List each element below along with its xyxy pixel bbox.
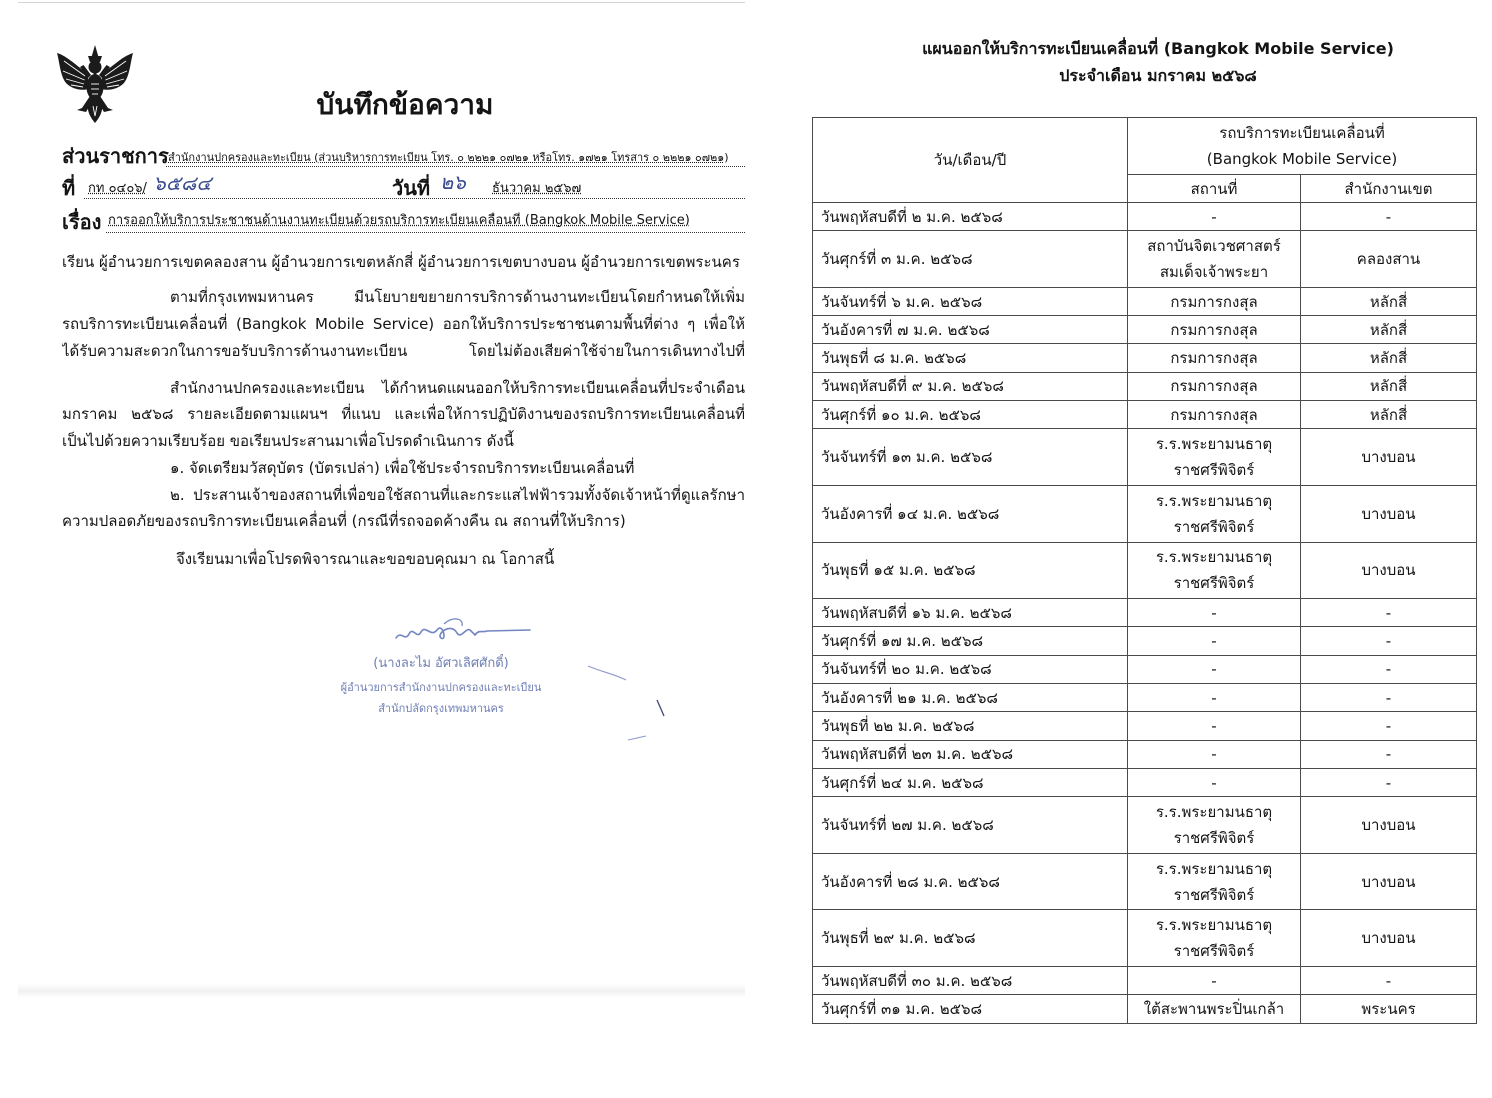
place-line: ร.ร.พระยามนธาตุ	[1155, 916, 1273, 935]
date-cell: วันพฤหัสบดีที่ ๙ ม.ค. ๒๕๖๘	[813, 372, 1128, 400]
table-header	[813, 118, 1477, 203]
memo-title: บันทึกข้อความ	[316, 88, 494, 121]
place-line: -	[1211, 207, 1217, 226]
place-line: กรมการกงสุล	[1170, 292, 1258, 311]
garuda-emblem	[55, 44, 135, 124]
place-cell	[1128, 316, 1301, 344]
place-line: ราชศรีพิจิตร์	[1173, 517, 1255, 536]
place-line: ร.ร.พระยามนธาตุ	[1155, 803, 1273, 822]
date-cell: วันอังคารที่ ๗ ม.ค. ๒๕๖๘	[813, 316, 1128, 344]
date-cell: วันพฤหัสบดีที่ ๑๖ ม.ค. ๒๕๖๘	[813, 599, 1128, 627]
table-row	[813, 797, 1477, 854]
date-cell: วันพฤหัสบดีที่ ๒ ม.ค. ๒๕๖๘	[813, 203, 1128, 231]
date-month-year: ธันวาคม ๒๕๖๗	[492, 181, 582, 196]
date-cell: วันจันทร์ที่ ๑๓ ม.ค. ๒๕๖๘	[813, 429, 1128, 486]
district-cell: บางบอน	[1301, 853, 1477, 910]
date-cell: วันพุธที่ ๑๕ ม.ค. ๒๕๖๘	[813, 542, 1128, 599]
place-line: ร.ร.พระยามนธาตุ	[1155, 435, 1273, 454]
paragraph2-line: เป็นไปด้วยความเรียบร้อย ขอเรียนประสานมาเพื่อโปรดดำเนินการ ดังนี้	[62, 432, 514, 450]
table-body	[813, 203, 1477, 1024]
date-cell: วันพุธที่ ๘ ม.ค. ๒๕๖๘	[813, 344, 1128, 372]
district-cell: -	[1301, 712, 1477, 740]
subject-field	[106, 212, 745, 233]
place-cell	[1128, 910, 1301, 967]
place-line: ราชศรีพิจิตร์	[1173, 829, 1255, 848]
district-cell: -	[1301, 599, 1477, 627]
header-row	[813, 118, 1477, 175]
place-cell	[1128, 712, 1301, 740]
subject-label: เรื่อง	[62, 210, 102, 234]
district-cell: -	[1301, 203, 1477, 231]
place-line: กรมการกงสุล	[1170, 405, 1258, 424]
place-cell	[1128, 287, 1301, 315]
date-cell: วันศุกร์ที่ ๓ ม.ค. ๒๕๖๘	[813, 231, 1128, 288]
place-line: กรมการกงสุล	[1170, 349, 1258, 368]
garuda-emblem-icon	[55, 44, 135, 124]
district-cell: -	[1301, 740, 1477, 768]
district-cell: บางบอน	[1301, 910, 1477, 967]
signature	[392, 610, 542, 654]
place-line: -	[1211, 660, 1217, 679]
date-cell: วันจันทร์ที่ ๖ ม.ค. ๒๕๖๘	[813, 287, 1128, 315]
subject-value: การออกให้บริการประชาชนด้านงานทะเบียนด้วยรถบริการทะเบียนเคลื่อนที่ (Bangkok Mobile Service)	[108, 213, 690, 228]
district-cell: -	[1301, 967, 1477, 995]
page-bottom-edge	[18, 984, 745, 998]
ref-number-handwritten: ๖๕๘๔	[153, 171, 212, 195]
place-line: ร.ร.พระยามนธาตุ	[1155, 491, 1273, 510]
place-line: ใต้สะพานพระปิ่นเกล้า	[1143, 999, 1285, 1018]
table-row	[813, 231, 1477, 288]
district-cell: -	[1301, 768, 1477, 796]
place-cell	[1128, 429, 1301, 486]
agency-field	[166, 148, 745, 167]
district-cell: พระนคร	[1301, 995, 1477, 1023]
place-line: สถาบันจิตเวชศาสตร์	[1147, 237, 1281, 256]
paragraph1-line: รถบริการทะเบียนเคลื่อนที่ (Bangkok Mobile Service) ออกให้บริการประชาชนตามพื้นที่ต่าง ๆ เพื่อให้	[62, 315, 745, 333]
action-item-2-line: ความปลอดภัยของรถบริการทะเบียนเคลื่อนที่ (กรณีที่รถจอดค้างคืน ณ สถานที่ให้บริการ)	[62, 512, 626, 530]
table-row	[813, 627, 1477, 655]
place-cell	[1128, 655, 1301, 683]
place-line: ร.ร.พระยามนธาตุ	[1155, 859, 1273, 878]
place-line: กรมการกงสุล	[1170, 320, 1258, 339]
header-place: สถานที่	[1128, 175, 1301, 203]
schedule-title: แผนออกให้บริการทะเบียนเคลื่อนที่ (Bangkok Mobile Service)	[922, 39, 1394, 58]
date-cell: วันศุกร์ที่ ๓๑ ม.ค. ๒๕๖๘	[813, 995, 1128, 1023]
table-row	[813, 853, 1477, 910]
table-row	[813, 684, 1477, 712]
district-cell: บางบอน	[1301, 485, 1477, 542]
place-cell	[1128, 485, 1301, 542]
date-cell: วันศุกร์ที่ ๑๗ ม.ค. ๒๕๖๘	[813, 627, 1128, 655]
place-line: -	[1211, 603, 1217, 622]
place-line: -	[1211, 773, 1217, 792]
header-service	[1128, 118, 1477, 175]
place-line: -	[1211, 745, 1217, 764]
pen-marks-icon	[580, 650, 680, 750]
place-line: -	[1211, 971, 1217, 990]
date-cell: วันอังคารที่ ๒๘ ม.ค. ๒๕๖๘	[813, 853, 1128, 910]
place-cell	[1128, 627, 1301, 655]
place-cell	[1128, 401, 1301, 429]
place-cell	[1128, 542, 1301, 599]
action-item-2-line: ๒. ประสานเจ้าของสถานที่เพื่อขอใช้สถานที่และกระแสไฟฟ้ารวมทั้งจัดเจ้าหน้าที่ดูแลรักษา	[170, 486, 745, 504]
district-cell: หลักสี่	[1301, 287, 1477, 315]
paragraph1-line: ตามที่กรุงเทพมหานคร มีนโยบายขยายการบริการด้านงานทะเบียนโดยกำหนดให้เพิ่ม	[170, 288, 745, 306]
header-service-line: รถบริการทะเบียนเคลื่อนที่	[1219, 124, 1385, 142]
page-top-edge	[18, 2, 745, 3]
ref-label: ที่	[62, 176, 76, 200]
table-row	[813, 485, 1477, 542]
district-cell: บางบอน	[1301, 542, 1477, 599]
signer-title: ผู้อำนวยการสำนักงานปกครองและทะเบียน	[340, 681, 542, 694]
place-cell	[1128, 797, 1301, 854]
district-cell: -	[1301, 684, 1477, 712]
place-line: ร.ร.พระยามนธาตุ	[1155, 548, 1273, 567]
paragraph2-line: มกราคม ๒๕๖๘ รายละเอียดตามแผนฯ ที่แนบ และเพื่อให้การปฏิบัติงานของรถบริการทะเบียนเคลื่อนที่	[62, 405, 745, 423]
table-row	[813, 203, 1477, 231]
table-row	[813, 429, 1477, 486]
table-row	[813, 995, 1477, 1023]
schedule-table	[812, 117, 1477, 1024]
date-cell: วันจันทร์ที่ ๒๐ ม.ค. ๒๕๖๘	[813, 655, 1128, 683]
table-row	[813, 599, 1477, 627]
place-cell	[1128, 853, 1301, 910]
date-cell: วันศุกร์ที่ ๒๔ ม.ค. ๒๕๖๘	[813, 768, 1128, 796]
table-row	[813, 287, 1477, 315]
signer-name: (นางละไม อัศวเลิศศักดิ์)	[373, 656, 509, 671]
district-cell: หลักสี่	[1301, 316, 1477, 344]
place-cell	[1128, 967, 1301, 995]
paragraph1-line: ได้รับความสะดวกในการขอรับบริการด้านงานทะเบียน โดยไม่ต้องเสียค่าใช้จ่ายในการเดินทางไปที่	[62, 342, 745, 360]
table-row	[813, 712, 1477, 740]
table-row	[813, 740, 1477, 768]
place-line: -	[1211, 632, 1217, 651]
place-cell	[1128, 768, 1301, 796]
date-cell: วันศุกร์ที่ ๑๐ ม.ค. ๒๕๖๘	[813, 401, 1128, 429]
to-line: เรียน ผู้อำนวยการเขตคลองสาน ผู้อำนวยการเขตหลักสี่ ผู้อำนวยการเขตบางบอน ผู้อำนวยการเขตพระนคร	[62, 253, 740, 271]
place-line: -	[1211, 688, 1217, 707]
place-line: -	[1211, 716, 1217, 735]
ref-prefix: กท ๐๔๐๖/	[88, 181, 147, 196]
table-row	[813, 316, 1477, 344]
place-line: ราชศรีพิจิตร์	[1173, 574, 1255, 593]
date-day-handwritten: ๒๖	[440, 170, 466, 194]
table-row	[813, 655, 1477, 683]
district-cell: คลองสาน	[1301, 231, 1477, 288]
table-row	[813, 910, 1477, 967]
date-cell: วันพุธที่ ๒๙ ม.ค. ๒๕๖๘	[813, 910, 1128, 967]
closing-line: จึงเรียนมาเพื่อโปรดพิจารณาและขอขอบคุณมา ณ โอกาสนี้	[176, 550, 555, 568]
header-date: วัน/เดือน/ปี	[813, 118, 1128, 203]
place-cell	[1128, 599, 1301, 627]
table-row	[813, 542, 1477, 599]
place-line: ราชศรีพิจิตร์	[1173, 461, 1255, 480]
table-row	[813, 401, 1477, 429]
district-cell: -	[1301, 627, 1477, 655]
agency-label: ส่วนราชการ	[62, 144, 169, 168]
place-cell	[1128, 684, 1301, 712]
header-district: สำนักงานเขต	[1301, 175, 1477, 203]
district-cell: บางบอน	[1301, 797, 1477, 854]
district-cell: หลักสี่	[1301, 344, 1477, 372]
action-item-1: ๑. จัดเตรียมวัสดุบัตร (บัตรเปล่า) เพื่อใช้ประจำรถบริการทะเบียนเคลื่อนที่	[170, 459, 635, 477]
place-cell	[1128, 344, 1301, 372]
district-cell: หลักสี่	[1301, 372, 1477, 400]
date-cell: วันพฤหัสบดีที่ ๓๐ ม.ค. ๒๕๖๘	[813, 967, 1128, 995]
date-cell: วันพฤหัสบดีที่ ๒๓ ม.ค. ๒๕๖๘	[813, 740, 1128, 768]
table-row	[813, 344, 1477, 372]
signature-icon	[392, 610, 542, 654]
table-row	[813, 967, 1477, 995]
date-label: วันที่	[392, 176, 431, 200]
place-cell	[1128, 203, 1301, 231]
place-cell	[1128, 740, 1301, 768]
place-line: กรมการกงสุล	[1170, 377, 1258, 396]
agency-value: สำนักงานปกครองและทะเบียน (ส่วนบริหารการทะเบียน โทร. ๐ ๒๒๒๑ ๐๗๒๑ หรือโทร. ๑๗๒๑ โทรสาร ๐ ๒๒๒๑ ๐๗๒๑)	[168, 151, 729, 164]
place-cell	[1128, 372, 1301, 400]
district-cell: บางบอน	[1301, 429, 1477, 486]
date-cell: วันอังคารที่ ๒๑ ม.ค. ๒๕๖๘	[813, 684, 1128, 712]
date-cell: วันพุธที่ ๒๒ ม.ค. ๒๕๖๘	[813, 712, 1128, 740]
place-line: สมเด็จเจ้าพระยา	[1159, 263, 1269, 282]
district-cell: -	[1301, 655, 1477, 683]
district-cell: หลักสี่	[1301, 401, 1477, 429]
table-row	[813, 372, 1477, 400]
header-service-line: (Bangkok Mobile Service)	[1206, 150, 1398, 168]
date-cell: วันจันทร์ที่ ๒๗ ม.ค. ๒๕๖๘	[813, 797, 1128, 854]
pen-marks	[580, 650, 680, 750]
place-line: ราชศรีพิจิตร์	[1173, 942, 1255, 961]
signer-office: สำนักปลัดกรุงเทพมหานคร	[378, 702, 504, 715]
place-cell	[1128, 995, 1301, 1023]
paragraph2-line: สำนักงานปกครองและทะเบียน ได้กำหนดแผนออกให้บริการทะเบียนเคลื่อนที่ประจำเดือน	[170, 379, 745, 397]
schedule-subtitle: ประจำเดือน มกราคม ๒๕๖๘	[1059, 66, 1257, 85]
table-row	[813, 768, 1477, 796]
place-line: ราชศรีพิจิตร์	[1173, 885, 1255, 904]
place-cell	[1128, 231, 1301, 288]
date-cell: วันอังคารที่ ๑๔ ม.ค. ๒๕๖๘	[813, 485, 1128, 542]
